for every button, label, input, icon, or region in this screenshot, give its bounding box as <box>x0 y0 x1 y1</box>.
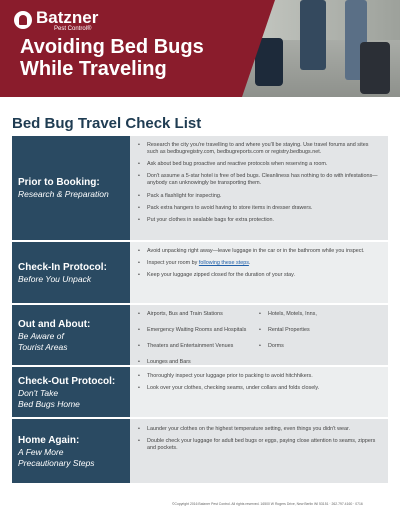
list-item: • Emergency Waiting Rooms and Hospitals <box>138 327 259 334</box>
section-content <box>130 367 388 417</box>
section-label <box>12 136 130 240</box>
list-item: • Double check your luggage for adult bed bugs or eggs, paying close attention to seams, zippers and pockets. <box>138 438 380 452</box>
traveler-figure <box>300 0 326 70</box>
checklist-items <box>138 248 380 279</box>
section-heading: Check-In Protocol: <box>18 261 107 273</box>
list-item: • Lounges and Bars <box>138 359 259 366</box>
list-item <box>138 260 380 267</box>
list-item: • Research the city you're travelling to and where you'll be staying. Use travel forums and sites such as bedbugregistry.com, bedbugreports.com or registry.bedbugs.net. <box>138 142 380 156</box>
section-home-again <box>12 419 388 483</box>
section-subheading: A Few More <box>18 446 64 457</box>
suitcase-image <box>360 42 390 94</box>
section-heading: Prior to Booking: <box>18 177 100 188</box>
title-line-2: While Traveling <box>20 58 167 80</box>
checklist-items <box>138 426 380 452</box>
inspection-steps-link[interactable]: following these steps <box>198 260 249 267</box>
list-item-text: . <box>248 260 251 267</box>
list-item: • Ask about bed bug proactive and reactive protocols when reserving a room. <box>138 161 380 168</box>
list-item: • Theaters and Entertainment Venues <box>138 343 259 350</box>
title-line-1: Avoiding Bed Bugs <box>20 36 204 58</box>
checklist-heading: Bed Bug Travel Check List <box>12 115 202 132</box>
section-prior-to-booking <box>12 136 388 240</box>
list-item: • Keep your luggage zipped closed for the duration of your stay. <box>138 272 380 279</box>
section-check-out <box>12 367 388 417</box>
list-item: • Thoroughly inspect your luggage prior to packing to avoid hitchhikers. <box>138 373 380 380</box>
section-content <box>130 136 388 240</box>
list-item: • Pack a flashlight for inspecting. <box>138 193 380 200</box>
section-label <box>12 305 130 365</box>
section-content <box>130 305 388 365</box>
section-label <box>12 419 130 483</box>
header-banner <box>0 0 400 97</box>
section-check-in <box>12 242 388 303</box>
list-item: • Airports, Bus and Train Stations <box>138 311 259 318</box>
section-heading: Home Again: <box>18 434 80 446</box>
list-item: • Hotels, Motels, Inns, <box>259 311 380 318</box>
checklist-items <box>138 373 380 392</box>
brand-name: Batzner <box>36 8 99 27</box>
section-content <box>130 419 388 483</box>
page-title <box>20 36 204 80</box>
section-heading: Out and About: <box>18 318 91 330</box>
section-subheading: Tourist Areas <box>18 341 68 352</box>
section-subheading: Don't Take <box>18 387 59 398</box>
list-item: • Rental Properties <box>259 327 380 334</box>
section-label <box>12 242 130 303</box>
section-subheading: Before You Unpack <box>18 273 92 284</box>
list-item: • Dorms <box>259 343 380 350</box>
section-subheading: Research & Preparation <box>18 189 109 199</box>
section-subheading: Precautionary Steps <box>18 457 95 468</box>
list-item: • Look over your clothes, checking seams, under collars and folds closely. <box>138 385 380 392</box>
brand-tagline: Pest Control® <box>54 26 92 32</box>
list-item: • Launder your clothes on the highest temperature setting, even things you didn't wear. <box>138 426 380 433</box>
copyright-footer: ©Copyright 2016 Batzner Pest Control. All rights reserved. 16500 W Rogers Drive, New Berlin WI 53151 · 262.797.4160 · 0716 <box>172 502 363 506</box>
location-list-left <box>138 311 259 365</box>
checklist-items <box>138 142 380 224</box>
list-item-text: Inspect your room by <box>147 260 199 267</box>
section-out-and-about <box>12 305 388 365</box>
section-subheading: Be Aware of <box>18 330 64 341</box>
list-item: • Avoid unpacking right away—leave luggage in the car or in the bathroom while you inspect. <box>138 248 380 255</box>
list-item: • Pack extra hangers to avoid having to store items in dresser drawers. <box>138 205 380 212</box>
section-content <box>130 242 388 303</box>
location-list-right <box>259 311 380 365</box>
list-item: • Put your clothes in sealable bags for extra protection. <box>138 217 380 224</box>
section-subheading: Bed Bugs Home <box>18 398 80 409</box>
logo-mark-icon <box>14 11 32 29</box>
section-heading: Check-Out Protocol: <box>18 375 116 387</box>
section-label <box>12 367 130 417</box>
list-item: • Don't assume a 5-star hotel is free of bed bugs. Cleanliness has nothing to do with infestations—anybody can unknowingly be transporting them. <box>138 173 380 187</box>
